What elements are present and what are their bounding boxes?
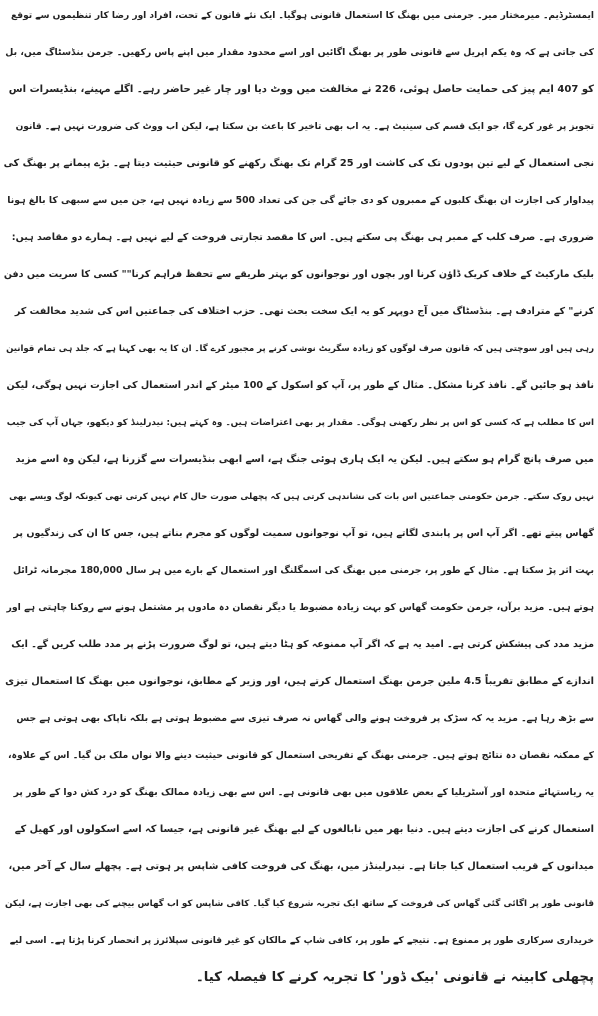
article-line-10: رہی ہیں اور سوچتی ہیں کہ قانون صرف لوگوں کو زیادہ سگریٹ نوشی کرنے پر مجبور کرے گا۔ ان کا یہ بھی کہنا ہے کہ جلد ہی تمام قوانین (6, 344, 594, 354)
article-line-4: تجویز پر غور کرے گا، جو ایک قسم کی سینیٹ ہے۔ یہ اب بھی تاخیر کا باعث بن سکتا ہے، لیکن اب ووٹ کی ضرورت نہیں ہے۔ قانون (15, 122, 594, 132)
article-line-22: یہ ریاستہائے متحدہ اور آسٹریلیا کے بعض علاقوں میں بھی قانونی ہے۔ اس سے بھی زیادہ ممالک بھنگ کو درد کش دوا کے طور پر (13, 787, 594, 798)
article-line-14: نہیں روک سکتے۔ جرمن حکومتی جماعتیں اس بات کی نشاندہی کرتی ہیں کہ پچھلی صورت حال کام نہیں کرتی تھی کیونکہ لوگ ویسے بھی (9, 492, 594, 502)
article-line-3: کو 407 ایم پیز کی حمایت حاصل ہوئی، 226 نے مخالفت میں ووٹ دیا اور چار غیر حاضر رہے۔ اگلے مہینے، بنڈیسرات اس (8, 84, 594, 95)
article-line-12: اس کا مطلب ہے کہ کسی کو اس پر نظر رکھنی ہوگی۔ مقدار پر بھی اعتراضات ہیں۔ وہ کہتے ہیں: نیدرلینڈ کو دیکھو، جہاں آپ کی جیب (6, 418, 594, 428)
article-line-24: میدانوں کے قریب استعمال کیا جاتا ہے۔ نیدرلینڈز میں، بھنگ کی فروخت کافی شاپس پر ہوتی ہے۔ پچھلے سال کے آخر میں، (8, 861, 594, 872)
article-line-9: کرنے" کے مترادف ہے۔ بنڈسٹاگ میں آج دوپہر کو یہ ایک سخت بحث تھی۔ حزب اختلاف کی جماعتیں اس کی شدید مخالفت کر (14, 306, 594, 317)
article-line-20: سے بڑھ رہا ہے۔ مزید یہ کہ سڑک پر فروخت ہونے والی گھاس نہ صرف تیزی سے مضبوط ہوتی ہے بلکہ ناپاک بھی ہوتی ہے جس (16, 713, 594, 724)
article-line-11: نافذ ہو جائیں گے۔ نافذ کرنا مشکل۔ مثال کے طور پر، آپ کو اسکول کے 100 میٹر کے اندر استعمال کی اجازت نہیں ہوگی، لیکن (6, 380, 594, 391)
article-line-8: بلیک مارکیٹ کے خلاف کریک ڈاؤن کرنا اور بچوں اور نوجوانوں کو بہتر طریقے سے تحفظ فراہم کرنا"" کسی کا سریت میں دفن (4, 269, 594, 280)
article-line-5: نجی استعمال کے لیے تین پودوں تک کی کاشت اور 25 گرام تک بھنگ رکھنے کو قانونی حیثیت دیتا ہے۔ بڑے پیمانے پر بھنگ کی (4, 158, 594, 169)
article-line-1: ایمسٹرڈیم۔ میرمختار میر۔ جرمنی میں بھنگ کا استعمال قانونی ہوگیا۔ ایک نئے قانون کے تحت، افراد اور رضا کار تنظیموں سے توقع (10, 11, 594, 21)
article-line-27: پچھلی کابینہ نے قانونی 'بیک ڈور' کا تجربہ کرنے کا فیصلہ کیا۔ (195, 970, 594, 985)
article-line-18: مزید مدد کی پیشکش کرتی ہے۔ امید یہ ہے کہ اگر آپ ممنوعہ کو ہٹا دیتے ہیں، تو لوگ ضرورت پڑنے پر مدد طلب کریں گے۔ ایک (11, 639, 594, 650)
article-line-16: بہت اثر پڑ سکتا ہے۔ مثال کے طور پر، جرمنی میں بھنگ کی اسمگلنگ اور استعمال کے بارے میں ہر سال 180,000 مجرمانہ ٹرائل (12, 565, 594, 576)
article-line-19: اندازے کے مطابق تقریباً 4.5 ملین جرمن بھنگ استعمال کرتے ہیں، اور وزیر کے مطابق، نوجوانوں میں بھنگ کا استعمال تیزی (5, 676, 594, 687)
article-line-2: کی جاتی ہے کہ وہ یکم اپریل سے قانونی طور پر بھنگ اگائیں اور اسے محدود مقدار میں اپنے پاس رکھیں۔ جرمن بنڈسٹاگ میں، بل (5, 47, 594, 58)
article-line-26: خریداری سرکاری طور پر ممنوع ہے۔ نتیجے کے طور پر، کافی شاپ کے مالکان کو غیر قانونی سپلائرز پر انحصار کرنا پڑتا ہے۔ اسی لیے (9, 936, 594, 946)
article-line-25: قانونی طور پر اگائی گئی گھاس کی فروخت کے ساتھ ایک تجربہ شروع کیا گیا۔ کافی شاپس کو اب گھاس بیچنے کی بھی اجازت ہے، لیکن (5, 899, 594, 909)
article-line-6: پیداوار کی اجازت ان بھنگ کلبوں کے ممبروں کو دی جائے گی جن کی تعداد 500 سے زیادہ نہیں ہے، جن میں سے سبھی کا بالغ ہونا (7, 195, 594, 206)
article-line-21: کے ممکنہ نقصان دہ نتائج ہوتے ہیں۔ جرمنی بھنگ کے تفریحی استعمال کو قانونی حیثیت دینے والا نواں ملک بن گیا۔ اس کے علاوہ، (7, 750, 594, 761)
article-line-23: استعمال کرنے کی اجازت دیتے ہیں۔ دنیا بھر میں نابالغوں کے لیے بھنگ غیر قانونی ہے، جیسا کہ اسے اسکولوں اور کھیل کے (14, 824, 594, 835)
article-line-15: گھاس پیتے تھے۔ اگر آپ اس پر پابندی لگاتے ہیں، تو آپ نوجوانوں سمیت لوگوں کو مجرم بناتے ہیں، جس کا ان کی زندگیوں پر (13, 528, 594, 539)
article-line-17: ہوتے ہیں۔ مزید برآں، جرمن حکومت گھاس کو بہت زیادہ مضبوط یا دیگر نقصان دہ مادوں پر مشتمل ہونے سے روکنا چاہتی ہے اور (6, 602, 594, 613)
article-line-13: میں صرف پانچ گرام ہو سکتے ہیں۔ لیکن یہ ایک ہاری ہوئی جنگ ہے، اسے ابھی بنڈیسرات سے گزرنا ہے، لیکن وہ اسے مزید (15, 454, 594, 465)
article-line-7: ضروری ہے۔ صرف کلب کے ممبر ہی بھنگ پی سکتے ہیں۔ اس کا مقصد تجارتی فروخت کے لیے نہیں ہے۔ ہمارے دو مقاصد ہیں: (11, 232, 594, 243)
article-body (4, 0, 594, 1016)
